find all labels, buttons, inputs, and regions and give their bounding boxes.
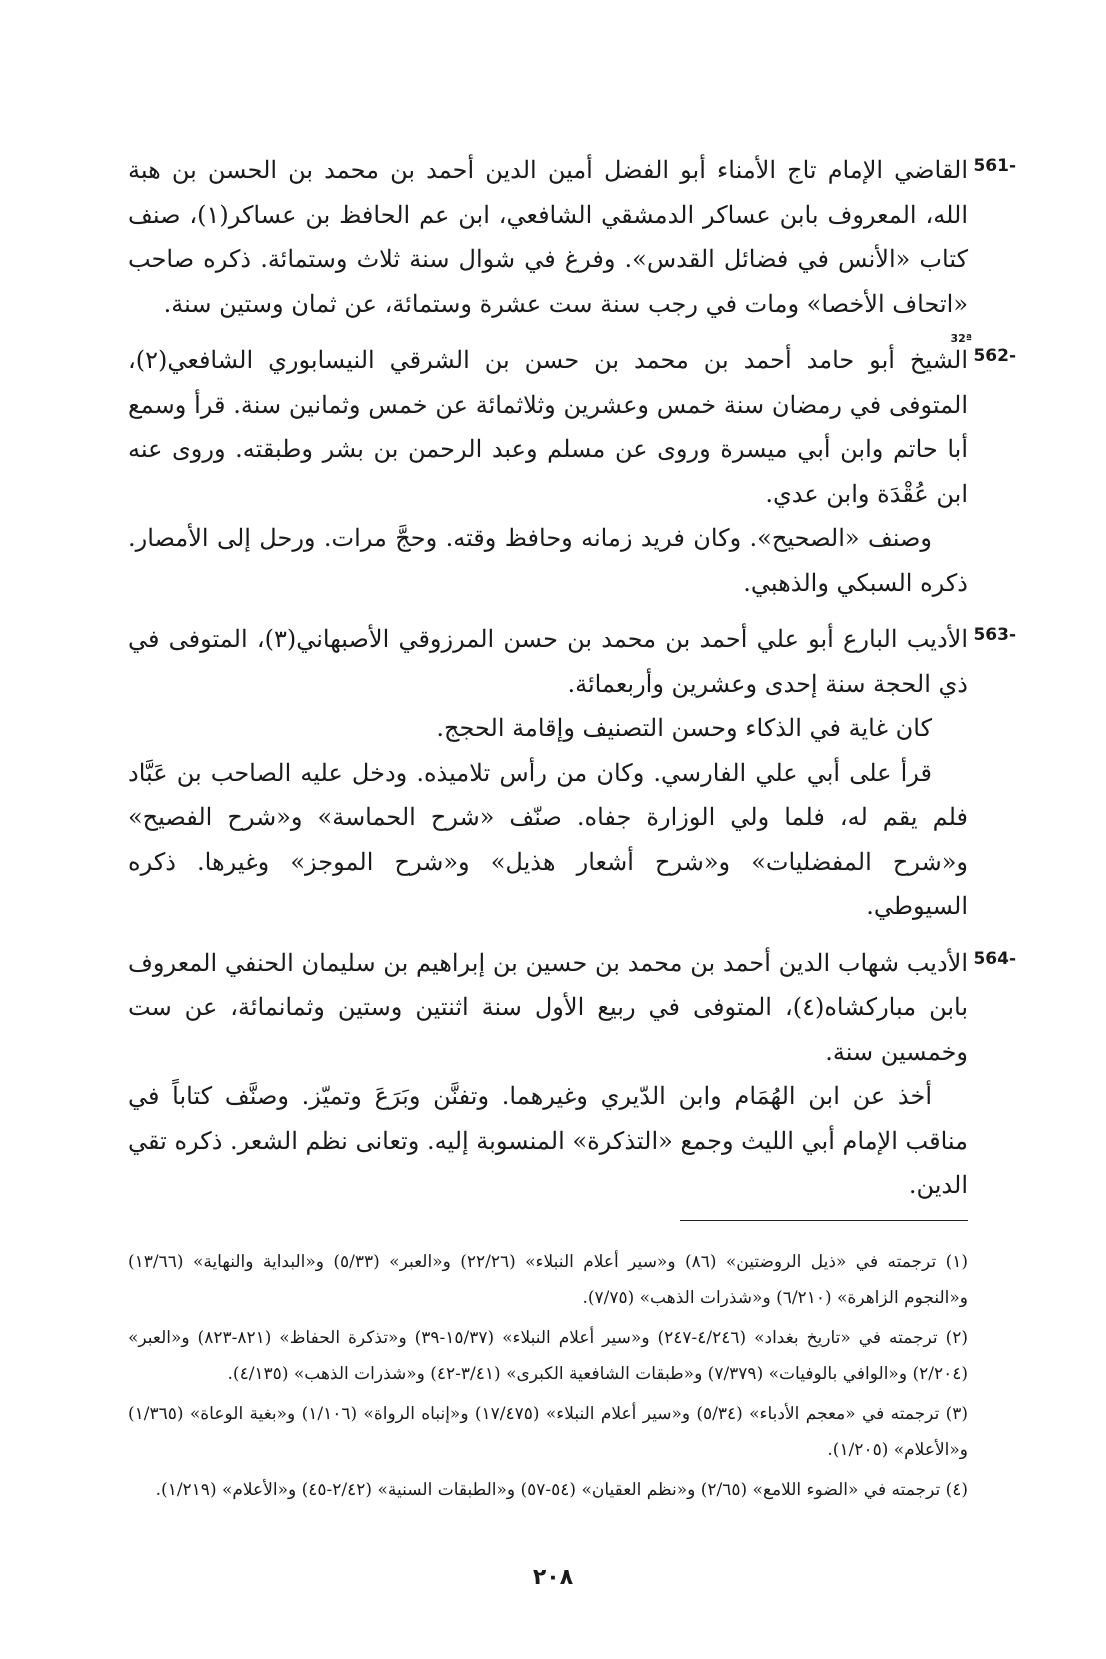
entry-563 bbox=[128, 617, 1016, 929]
footnote: (٢) ترجمته في «تاريخ بغداد» (٤/٢٤٦-٢٤٧) و«سير أعلام النبلاء» (١٥/٣٧-٣٩) و«تذكرة الحفاظ» (٨٢١-٨٢٣) و«العبر» (٢/٢٠٤) و«الوافي بالوفيات» (٧/٣٧٩) و«طبقات الشافعية الكبرى» (٣/٤١-٤٢) و«شذرات الذهب» (٤/١٣٥). bbox=[128, 1328, 968, 1384]
manuscript-folio-marker: 32ª bbox=[950, 332, 972, 345]
entry-paragraph: القاضي الإمام تاج الأمناء أبو الفضل أمين الدين أحمد بن محمد بن الحسن بن هبة الله، المعروف بابن عساكر الدمشقي الشافعي، ابن عم الحافظ بن عساكر(١)، صنف كتاب «الأنس في فضائل القدس». وفرغ في شوال سنة ثلاث وستمائة. ذكره صاحب «اتحاف الأخصا» ومات في رجب سنة ست عشرة وستمائة، عن ثمان وستين سنة. bbox=[128, 156, 969, 318]
entry-paragraph: الأديب البارع أبو علي أحمد بن محمد بن حسن المرزوقي الأصبهاني(٣)، المتوفى في ذي الحجة سنة إحدى وعشرين وأربعمائة. bbox=[128, 625, 968, 698]
page-number: ٢٠٨ bbox=[532, 1565, 574, 1590]
entry-564 bbox=[128, 941, 1016, 1208]
entry-number: 564- bbox=[973, 948, 1016, 969]
footnotes bbox=[128, 1244, 968, 1512]
footnote-divider bbox=[680, 1220, 968, 1221]
footnote: (١) ترجمته في «ذيل الروضتين» (٨٦) و«سير أعلام النبلاء» (٢٢/٢٦) و«العبر» (٥/٣٣) و«البداية والنهاية» (١٣/٦٦) و«النجوم الزاهرة» (٦/٢١٠) و«شذرات الذهب» (٧/٧٥). bbox=[128, 1252, 968, 1308]
entry-paragraph: قرأ على أبي علي الفارسي. وكان من رأس تلاميذه. ودخل عليه الصاحب بن عَبَّاد فلم يقم له، فلما ولي الوزارة جفاه. صنّف «شرح الحماسة» و«شرح الفصيح» و«شرح المفضليات» و«شرح أشعار هذيل» و«شرح الموجز» وغيرها. ذكره السيوطي. bbox=[128, 758, 968, 920]
main-text bbox=[128, 148, 1016, 1220]
footnote: (٣) ترجمته في «معجم الأدباء» (٥/٣٤) و«سير أعلام النبلاء» (١٧/٤٧٥) و«إنباه الرواة» (١/١٠٦) و«بغية الوعاة» (١/٣٦٥) و«الأعلام» (١/٢٠٥). bbox=[128, 1404, 969, 1460]
entry-number: 562- bbox=[973, 346, 1016, 366]
entry-number: 561- bbox=[973, 156, 1016, 176]
entry-paragraph: أخذ عن ابن الهُمَام وابن الدّيري وغيرهما. وتفنَّن وبَرَعَ وتميّز. وصنَّف كتاباً في مناقب الإمام أبي الليث وجمع «التذكرة» المنسوبة إليه. وتعانى نظم الشعر. ذكره تقي الدين. bbox=[128, 1082, 968, 1199]
entry-paragraph: وصنف «الصحيح». وكان فريد زمانه وحافظ وقته. وحجَّ مرات. ورحل إلى الأمصار. ذكره السبكي والذهبي. bbox=[128, 524, 968, 597]
entry-number: 563- bbox=[973, 625, 1016, 645]
entry-paragraph: الأديب شهاب الدين أحمد بن محمد بن حسين بن إبراهيم بن سليمان الحنفي المعروف بابن مباركشاه(٤)، المتوفى في ربيع الأول سنة اثنتين وستين وثمانمائة، عن ست وخمسين سنة. bbox=[128, 948, 969, 1066]
entry-561 bbox=[128, 148, 1016, 326]
footnote: (٤) ترجمته في «الضوء اللامع» (٢/٦٥) و«نظم العقيان» (٥٤-٥٧) و«الطبقات السنية» (٢/٤٢-٤٥) و«الأعلام» (١/٢١٩). bbox=[155, 1480, 968, 1500]
entry-paragraph: الشيخ أبو حامد أحمد بن محمد بن حسن بن الشرقي النيسابوري الشافعي(٢)، المتوفى في رمضان سنة خمس وعشرين وثلاثمائة عن خمس وثمانين سنة. قرأ وسمع أبا حاتم وابن أبي ميسرة وروى عن مسلم وعبد الرحمن بن بشر وطبقته. وروى عنه ابن عُقْدَة وابن عدي. bbox=[128, 346, 968, 508]
entry-paragraph: كان غاية في الذكاء وحسن التصنيف وإقامة الحجج. bbox=[436, 714, 932, 742]
